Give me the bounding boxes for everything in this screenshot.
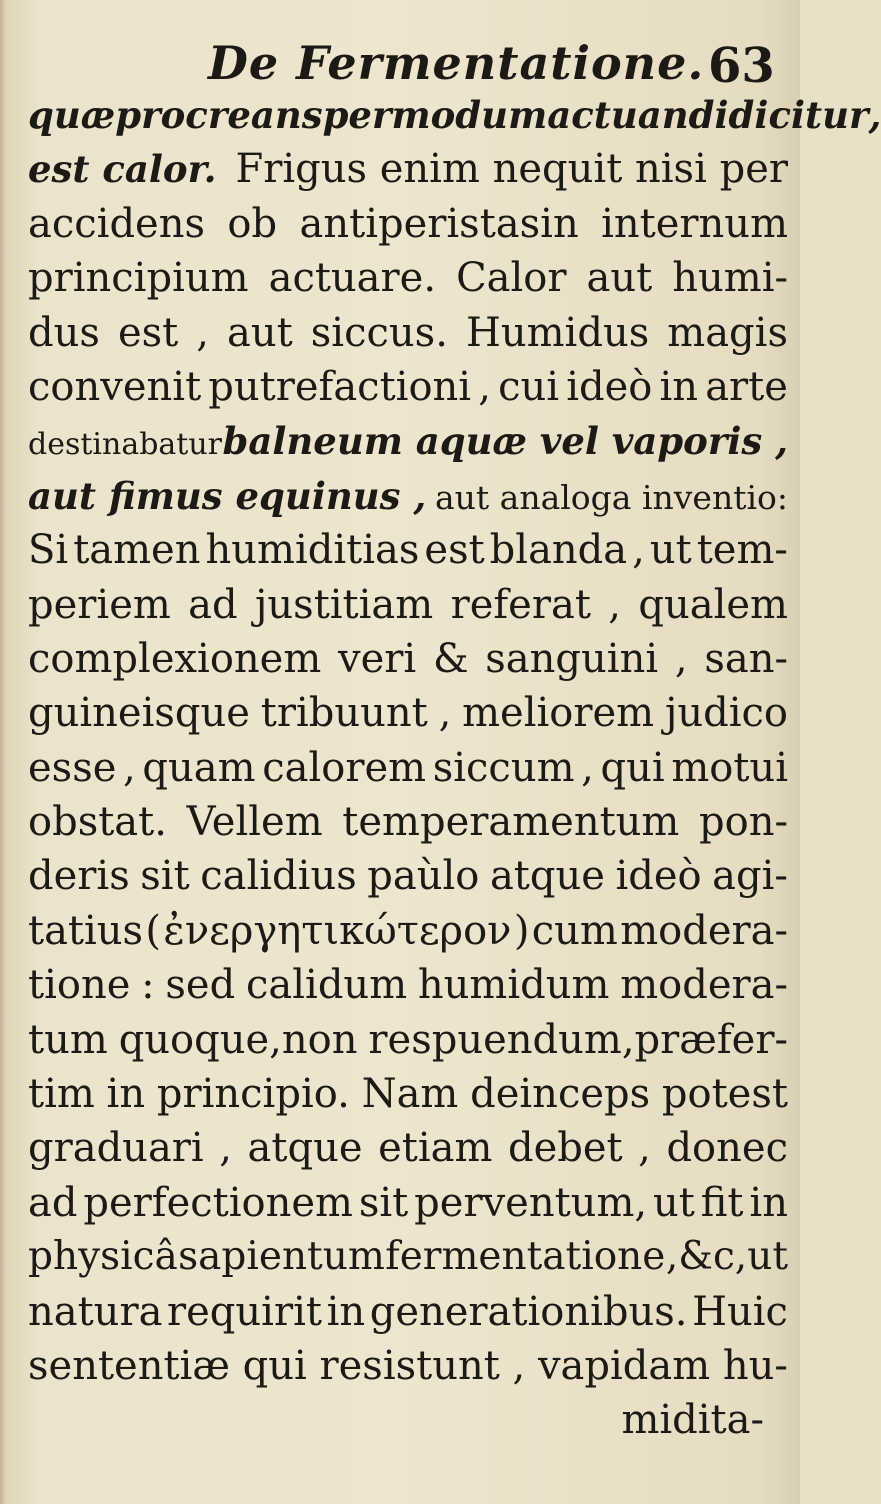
line-text bbox=[28, 1285, 788, 1339]
word: , bbox=[512, 1342, 526, 1389]
word: tum bbox=[28, 1016, 108, 1063]
word: tamen bbox=[73, 527, 201, 574]
word: arte bbox=[705, 363, 788, 410]
word: , bbox=[123, 744, 136, 791]
word: temperamentum bbox=[342, 799, 680, 846]
word: sententiæ bbox=[28, 1342, 230, 1389]
word: ob bbox=[227, 200, 278, 247]
text-line-4 bbox=[28, 251, 788, 305]
word: san- bbox=[704, 635, 788, 682]
word: Calor bbox=[456, 255, 567, 302]
word: Humidus bbox=[465, 309, 650, 356]
line-text: destinabatur bbox=[28, 427, 223, 463]
word: paùlo bbox=[367, 853, 480, 900]
line-text bbox=[28, 251, 788, 305]
word: atque bbox=[489, 853, 605, 900]
word: convenit bbox=[28, 363, 202, 410]
line-text bbox=[28, 1121, 788, 1175]
word: deris bbox=[28, 853, 130, 900]
line-text bbox=[28, 632, 788, 686]
word: internum bbox=[601, 200, 788, 247]
word: ut bbox=[653, 1179, 695, 1226]
word: dicitur bbox=[728, 93, 869, 137]
word: sanguini bbox=[485, 635, 659, 682]
word: tione bbox=[28, 962, 131, 1009]
word: meliorem bbox=[462, 690, 655, 737]
text-line-5 bbox=[28, 306, 788, 360]
word: perfectionem bbox=[83, 1179, 353, 1226]
word: quoque,non bbox=[118, 1016, 358, 1063]
line-text: aut analoga inventio: bbox=[434, 477, 788, 517]
word: ( bbox=[145, 907, 162, 954]
word: justitiam bbox=[255, 581, 434, 628]
word: donec bbox=[666, 1125, 788, 1172]
word: tim bbox=[28, 1071, 95, 1118]
word: in bbox=[326, 1288, 366, 1335]
word: resistunt bbox=[319, 1342, 500, 1389]
word: modum bbox=[391, 93, 548, 137]
text-line-23 bbox=[28, 1285, 788, 1339]
word: blanda bbox=[489, 527, 628, 574]
word: , bbox=[608, 581, 621, 628]
word: in bbox=[659, 363, 699, 410]
word: ad bbox=[28, 1179, 78, 1226]
line-text bbox=[28, 741, 788, 795]
word: sed bbox=[165, 962, 236, 1009]
word: Nam bbox=[361, 1071, 459, 1118]
word: , bbox=[196, 309, 209, 356]
word: ,&c,ut bbox=[665, 1234, 788, 1280]
word: complexionem bbox=[28, 635, 322, 682]
running-head bbox=[0, 28, 800, 94]
line-text bbox=[28, 360, 788, 414]
line-text bbox=[28, 1067, 788, 1121]
line-text bbox=[28, 686, 788, 740]
text-line-13 bbox=[28, 741, 788, 795]
text-line-1 bbox=[28, 88, 881, 142]
word: referat bbox=[450, 581, 591, 628]
word: sit bbox=[358, 1179, 409, 1226]
italic-phrase: est calor. bbox=[28, 147, 217, 192]
word: siccum bbox=[432, 744, 575, 791]
word: principio. bbox=[156, 1071, 350, 1118]
text-line-2 bbox=[28, 142, 788, 196]
word: esse bbox=[28, 744, 117, 791]
text-line-8 bbox=[28, 469, 788, 523]
word: principium bbox=[28, 255, 249, 302]
text-line-9 bbox=[28, 523, 788, 577]
word: calorem bbox=[262, 744, 427, 791]
word: ad bbox=[188, 581, 238, 628]
word: modera- bbox=[620, 962, 788, 1009]
word: , bbox=[478, 363, 491, 410]
word: ) bbox=[513, 907, 530, 954]
word: guineisque bbox=[28, 690, 250, 737]
line-text bbox=[28, 849, 788, 903]
word: judico bbox=[664, 690, 788, 737]
line-text bbox=[28, 795, 788, 849]
word: , bbox=[632, 527, 645, 574]
line-text bbox=[28, 1176, 788, 1230]
italic-phrase: aut fimus equinus , bbox=[28, 473, 427, 518]
word: vapidam bbox=[537, 1342, 711, 1389]
word: tem- bbox=[696, 527, 788, 574]
text-line-21 bbox=[28, 1176, 788, 1230]
word: humiditias bbox=[205, 527, 420, 574]
catchword-line bbox=[28, 1393, 788, 1447]
word: tatius bbox=[28, 907, 144, 954]
word: requirit bbox=[167, 1288, 322, 1335]
word: pon- bbox=[699, 799, 788, 846]
word: fermentatione bbox=[385, 1234, 666, 1280]
word: aut bbox=[227, 309, 293, 356]
running-title: De Fermentatione. bbox=[208, 36, 705, 90]
word: calidum bbox=[245, 962, 408, 1009]
word: respuendum,præfer- bbox=[368, 1016, 788, 1063]
body-text bbox=[28, 88, 881, 1448]
line-text bbox=[28, 1013, 788, 1067]
word: motui bbox=[671, 744, 788, 791]
word: Vellem bbox=[186, 799, 323, 846]
word: siccus. bbox=[310, 309, 448, 356]
word: Huic bbox=[692, 1288, 788, 1335]
line-text bbox=[28, 523, 788, 577]
line-text bbox=[28, 1230, 788, 1284]
italic-phrase bbox=[28, 88, 881, 142]
word: qui bbox=[242, 1342, 307, 1389]
word: est bbox=[117, 309, 179, 356]
word: tribuunt bbox=[260, 690, 428, 737]
word: quæ bbox=[28, 93, 116, 137]
word: qualem bbox=[638, 581, 788, 628]
word: ἐνεργητικώτερον bbox=[163, 907, 512, 954]
word: ut bbox=[649, 527, 692, 574]
line-text bbox=[28, 904, 788, 958]
word: ideò bbox=[615, 853, 702, 900]
word: in bbox=[749, 1179, 788, 1226]
word: etiam bbox=[378, 1125, 493, 1172]
word: est bbox=[424, 527, 485, 574]
word: , bbox=[219, 1125, 232, 1172]
word: debet bbox=[507, 1125, 623, 1172]
word: magis bbox=[667, 309, 788, 356]
text-line-17 bbox=[28, 958, 788, 1012]
text-line-22 bbox=[28, 1230, 788, 1284]
text-line-18 bbox=[28, 1013, 788, 1067]
word: putrefactioni bbox=[208, 363, 472, 410]
word: humidum bbox=[417, 962, 610, 1009]
word: graduari bbox=[28, 1125, 204, 1172]
text-line-7 bbox=[28, 414, 788, 468]
word: ideò bbox=[566, 363, 653, 410]
line-text bbox=[28, 306, 788, 360]
word: actuandi bbox=[547, 93, 729, 137]
italic-phrase: balneum aquæ vel vaporis , bbox=[222, 419, 788, 464]
word: obstat. bbox=[28, 799, 167, 846]
text-line-15 bbox=[28, 849, 788, 903]
word: : bbox=[141, 962, 155, 1009]
word: veri bbox=[338, 635, 417, 682]
text-line-10 bbox=[28, 578, 788, 632]
word: , bbox=[638, 1125, 651, 1172]
binding-shadow bbox=[0, 0, 6, 1504]
word: agi- bbox=[712, 853, 788, 900]
text-line-19 bbox=[28, 1067, 788, 1121]
word: , bbox=[868, 93, 881, 137]
text-line-11 bbox=[28, 632, 788, 686]
word: modera- bbox=[620, 907, 788, 954]
word: physicâ bbox=[28, 1234, 178, 1280]
line-text: Frigus enim nequit nisi per bbox=[235, 146, 788, 193]
word: , bbox=[581, 744, 594, 791]
word: Si bbox=[28, 527, 69, 574]
word: atque bbox=[247, 1125, 363, 1172]
word: generationibus. bbox=[369, 1288, 688, 1335]
line-text bbox=[28, 1339, 788, 1393]
page-number: 63 bbox=[708, 38, 775, 94]
word: & bbox=[432, 635, 469, 682]
word: deinceps bbox=[470, 1071, 651, 1118]
word: dus bbox=[28, 309, 100, 356]
word: cui bbox=[498, 363, 560, 410]
word: sit bbox=[140, 853, 190, 900]
text-line-6 bbox=[28, 360, 788, 414]
word: cum bbox=[531, 907, 618, 954]
word: quam bbox=[142, 744, 256, 791]
word: natura bbox=[28, 1288, 163, 1335]
word: humi- bbox=[672, 255, 788, 302]
word: antiperistasin bbox=[299, 200, 579, 247]
word: actuare. bbox=[268, 255, 437, 302]
word: , bbox=[674, 635, 688, 682]
line-text bbox=[28, 197, 788, 251]
text-line-16 bbox=[28, 904, 788, 958]
word: fit bbox=[700, 1179, 744, 1226]
text-line-24 bbox=[28, 1339, 788, 1393]
word: in bbox=[106, 1071, 146, 1118]
word: aut bbox=[586, 255, 653, 302]
text-line-3 bbox=[28, 197, 788, 251]
catchword: midita- bbox=[621, 1397, 764, 1444]
word: calidius bbox=[200, 853, 357, 900]
word: qui bbox=[600, 744, 665, 791]
word: potest bbox=[661, 1071, 788, 1118]
word: hu- bbox=[722, 1342, 788, 1389]
line-text bbox=[28, 958, 788, 1012]
word: accidens bbox=[28, 200, 206, 247]
line-text bbox=[28, 578, 788, 632]
word: sapientum bbox=[178, 1234, 385, 1280]
word: , bbox=[438, 690, 452, 737]
word: procreans bbox=[115, 93, 323, 137]
word: perventum, bbox=[414, 1179, 648, 1226]
text-line-12 bbox=[28, 686, 788, 740]
word: periem bbox=[28, 581, 171, 628]
text-line-14 bbox=[28, 795, 788, 849]
text-line-20 bbox=[28, 1121, 788, 1175]
word: per bbox=[322, 93, 392, 137]
